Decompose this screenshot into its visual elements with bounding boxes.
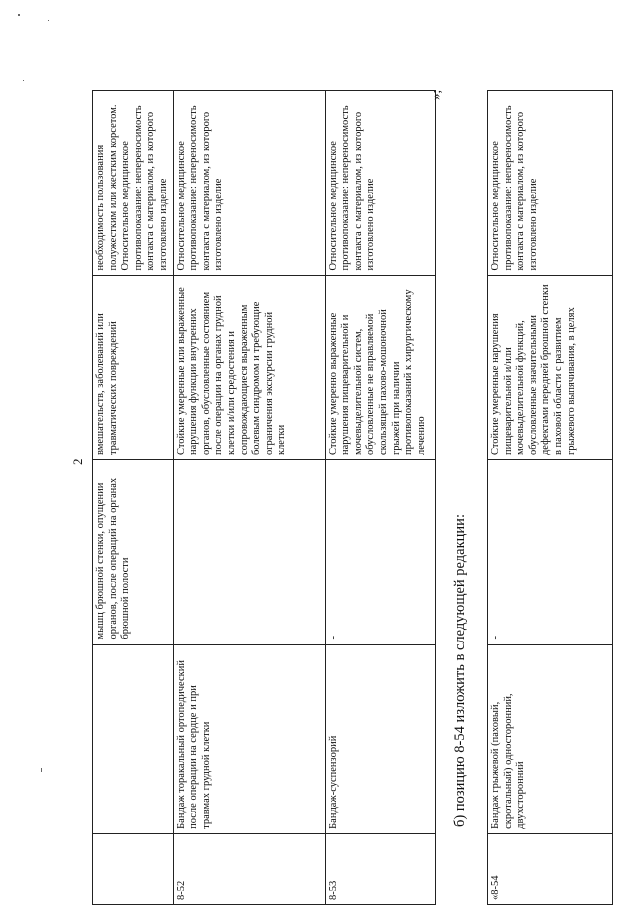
cell-contraindication-relative: Относительное медицинское противопоказание: непереносимость контакта с материалом, из которого изготовлено изделие [325, 91, 435, 276]
instruction-text: б) позицию 8-54 изложить в следующей редакции: [452, 514, 468, 827]
cell-indication: - [488, 460, 613, 645]
scan-speck [23, 80, 24, 81]
cell-contraindication-relative: необходимость пользования полужестким или жестким корсетом. Относительное медицинское противопоказание: непереносимость контакта с материалом, из которого изготовлено изделие [93, 91, 174, 276]
cell-indication [173, 460, 325, 645]
page-number: 2 [70, 458, 85, 465]
cell-contraindication-main: вмешательств, заболеваний или травматических повреждений [93, 275, 174, 460]
cell-contraindication-relative: Относительное медицинское противопоказание: непереносимость контакта с материалом, из которого изготовлено изделие [488, 91, 613, 276]
cell-name: Бандаж торакальный ортопедический после операции на сердце и при травмах грудной клетки [173, 644, 325, 833]
table-bottom [487, 90, 613, 905]
cell-name: Бандаж-суспензорий [325, 644, 435, 833]
cell-indication: мышц брюшной стенки, опущении органов, после операций на органах брюшной полости [93, 460, 174, 645]
cell-contraindication-main: Стойкие умеренные нарушения пищеварительной и/или мочевыделительной функций, обусловленные значительными дефектами передней брюшной стенки в паховой области с развитием грыжевого выпячивания, в целях [488, 275, 613, 460]
scan-speck [48, 20, 49, 21]
cell-contraindication-main: Стойкие умеренно выраженные нарушения пищеварительной и мочевыделительной систем, обусловленные не вправляемой скользящей пахово-мошоночной грыжей при наличии противопоказаний к хирургическому лечению [325, 275, 435, 460]
cell-code: 8-53 [325, 833, 435, 904]
scan-speck [18, 14, 20, 16]
cell-contraindication-relative: Относительное медицинское противопоказание: непереносимость контакта с материалом, из которого изготовлено изделие [173, 91, 325, 276]
cell-name [93, 644, 174, 833]
cell-name: Бандаж грыжевой (паховый, скротальный) односторонний, двухсторонний [488, 644, 613, 833]
table-row [173, 91, 325, 905]
table-row [325, 91, 435, 905]
cell-code [93, 833, 174, 904]
cell-contraindication-main: Стойкие умеренные или выраженные нарушения функции внутренних органов, обусловленные состоянием после операции на органах грудной клетки и/или средостения и сопровождающиеся выраженным болевым синдромом и требующие ограничения экскурсии грудной клетки [173, 275, 325, 460]
cell-indication: - [325, 460, 435, 645]
table-row [93, 91, 174, 905]
scan-speck [41, 768, 42, 772]
closing-quote-mark: »; [428, 89, 443, 100]
table-row [488, 91, 613, 905]
table-top [92, 90, 436, 905]
cell-code: «8-54 [488, 833, 613, 904]
cell-code: 8-52 [173, 833, 325, 904]
